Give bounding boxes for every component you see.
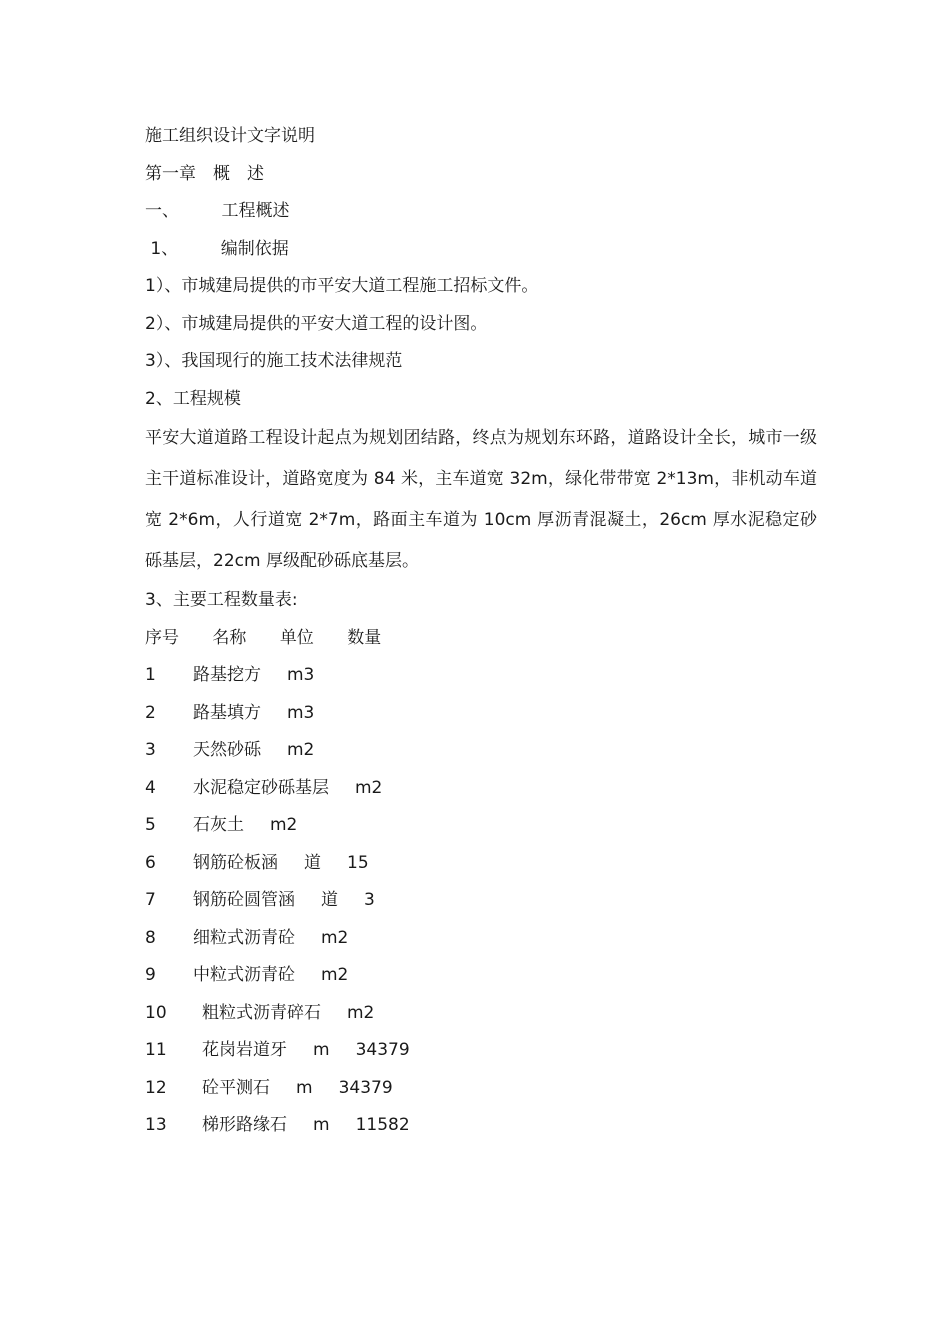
row-quantity: 15 xyxy=(347,852,369,873)
row-name: 天然砂砾 xyxy=(193,740,261,760)
table-row xyxy=(145,732,825,770)
scale-paragraph: 平安大道道路工程设计起点为规划团结路，终点为规划东环路，道路设计全长，城市一级主干道标准设计，道路宽度为 84 米，主车道宽 32m，绿化带带宽 2*13m，非机动车道宽 2*6m，人行道宽 2*7m，路面主车道为 10cm 厚沥青混凝土，26cm 厚水泥稳定砂砾基层，22cm 厚级配砂砾底基层。 xyxy=(145,428,817,571)
row-name: 水泥稳定砂砾基层 xyxy=(193,777,329,798)
header-name: 名称 xyxy=(212,627,247,648)
subsection-heading-basis: 1、 编制依据 xyxy=(145,238,289,259)
table-row xyxy=(145,845,825,883)
header-unit: 单位 xyxy=(279,627,314,648)
section-heading-overview: 一、 工程概述 xyxy=(145,201,290,221)
row-name: 路基挖方 xyxy=(193,665,261,685)
chapter-heading: 第一章 概 述 xyxy=(145,163,264,184)
table-row xyxy=(145,657,825,695)
row-name: 路基填方 xyxy=(193,702,261,723)
row-number: 2 xyxy=(145,702,156,723)
table-row xyxy=(145,1032,825,1070)
row-unit: m2 xyxy=(270,815,298,835)
row-number: 13 xyxy=(145,1115,167,1135)
basis-item: 1）、市城建局提供的市平安大道工程施工招标文件。 xyxy=(145,276,539,296)
row-name: 粗粒式沥青碎石 xyxy=(202,1002,321,1023)
row-unit: m xyxy=(313,1115,330,1135)
row-unit: m xyxy=(296,1077,313,1098)
row-name: 花岗岩道牙 xyxy=(202,1040,287,1060)
row-name: 梯形路缘石 xyxy=(202,1115,287,1135)
row-unit: m xyxy=(313,1040,330,1060)
table-row xyxy=(145,882,825,920)
quantity-table-header xyxy=(145,620,825,658)
row-number: 5 xyxy=(145,815,156,835)
row-number: 8 xyxy=(145,927,156,948)
table-row xyxy=(145,995,825,1033)
subsection-heading-scale: 2、工程规模 xyxy=(145,388,241,409)
row-unit: m2 xyxy=(321,927,349,948)
row-unit: m2 xyxy=(287,740,315,760)
row-unit: m2 xyxy=(321,965,349,985)
row-quantity: 3 xyxy=(364,890,375,910)
table-row xyxy=(145,957,825,995)
quantity-table-body xyxy=(145,657,825,1145)
row-number: 10 xyxy=(145,1002,167,1023)
row-number: 9 xyxy=(145,965,156,985)
row-unit: m2 xyxy=(347,1002,375,1023)
table-row xyxy=(145,807,825,845)
row-number: 1 xyxy=(145,665,156,685)
row-unit: m3 xyxy=(287,665,315,685)
table-row xyxy=(145,770,825,808)
row-name: 石灰土 xyxy=(193,815,244,835)
document-title: 施工组织设计文字说明 xyxy=(145,126,315,146)
row-name: 钢筋砼板涵 xyxy=(193,852,278,873)
row-unit: 道 xyxy=(304,852,321,873)
row-name: 细粒式沥青砼 xyxy=(193,927,295,948)
table-row xyxy=(145,920,825,958)
row-number: 11 xyxy=(145,1040,167,1060)
row-name: 中粒式沥青砼 xyxy=(193,965,295,985)
header-qty: 数量 xyxy=(347,627,382,648)
row-number: 4 xyxy=(145,777,156,798)
row-number: 12 xyxy=(145,1077,167,1098)
table-row xyxy=(145,1107,825,1145)
row-unit: m2 xyxy=(355,777,383,798)
row-number: 3 xyxy=(145,740,156,760)
row-number: 6 xyxy=(145,852,156,873)
row-unit: m3 xyxy=(287,702,315,723)
document-page xyxy=(145,118,825,1145)
row-unit: 道 xyxy=(321,890,338,910)
row-name: 钢筋砼圆管涵 xyxy=(193,890,295,910)
row-number: 7 xyxy=(145,890,156,910)
row-quantity: 34379 xyxy=(355,1040,410,1060)
row-quantity: 34379 xyxy=(338,1077,393,1098)
subsection-heading-quantities: 3、主要工程数量表: xyxy=(145,590,298,610)
table-row xyxy=(145,695,825,733)
row-name: 砼平测石 xyxy=(202,1077,270,1098)
basis-item: 2）、市城建局提供的平安大道工程的设计图。 xyxy=(145,313,488,334)
basis-item: 3）、我国现行的施工技术法律规范 xyxy=(145,351,403,371)
table-row xyxy=(145,1070,825,1108)
row-quantity: 11582 xyxy=(355,1115,410,1135)
header-no: 序号 xyxy=(145,627,179,648)
